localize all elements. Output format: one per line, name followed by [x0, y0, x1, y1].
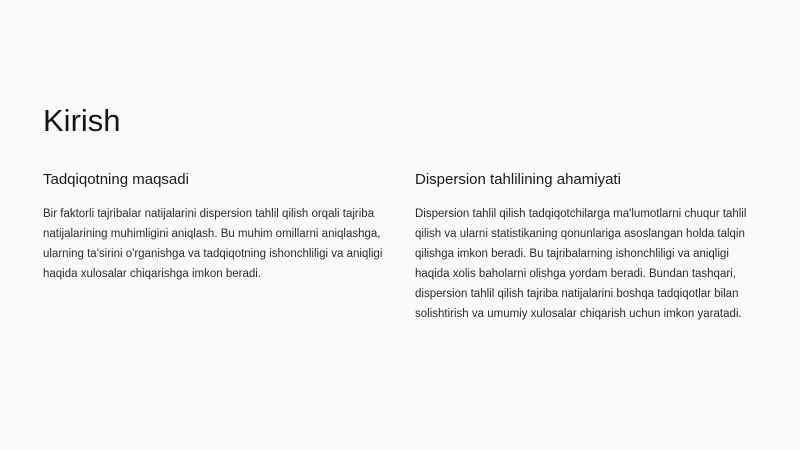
page-title: Kirish [43, 103, 121, 138]
column-research-goal [43, 170, 383, 284]
column-dispersion-importance [415, 170, 755, 324]
column-heading: Dispersion tahlilining ahamiyati [415, 171, 621, 188]
column-heading: Tadqiqotning maqsadi [43, 171, 189, 188]
column-body: Dispersion tahlil qilish tadqiqotchilarga ma'lumotlarni chuqur tahlil qilish va ularni statistikaning qonunlariga asoslangan holda talqin qilishga imkon beradi. Bu tajribalarning ishonchliligi va aniqligi haqida xolis baholarni olishga yordam beradi. Bundan tashqari, dispersion tahlil qilish tajriba natijalarini boshqa tadqiqotlar bilan solishtirish va umumiy xulosalar chiqarish uchun imkon yaratadi. [415, 208, 747, 320]
column-body: Bir faktorli tajribalar natijalarini dispersion tahlil qilish orqali tajriba natijalarining muhimligini aniqlash. Bu muhim omillarni aniqlashga, ularning ta'sirini o'rganishga va tadqiqotning ishonchliligi va aniqligi haqida xulosalar chiqarishga imkon beradi. [43, 208, 383, 280]
